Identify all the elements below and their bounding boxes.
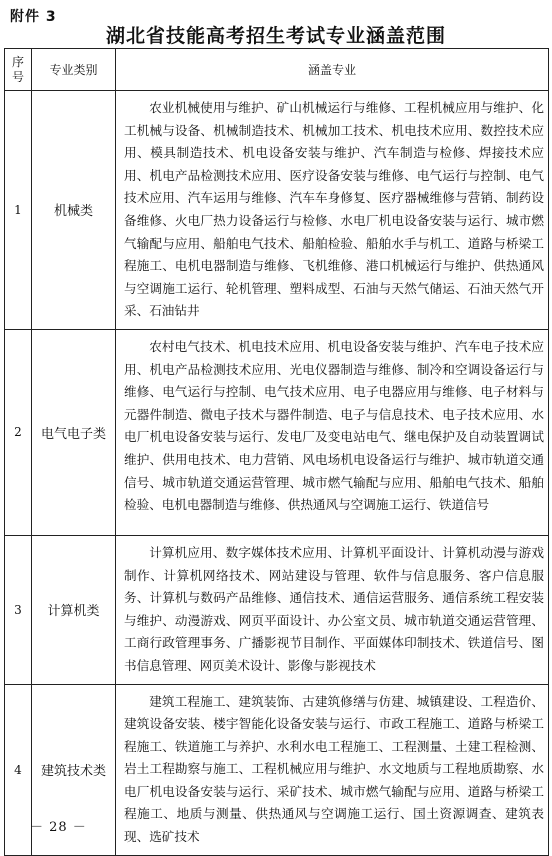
table-row	[5, 91, 549, 330]
header-seq: 序 号	[5, 49, 32, 91]
header-coverage: 涵盖专业	[116, 49, 549, 91]
row-category: 建筑技术类	[32, 684, 116, 855]
table-header-row	[5, 49, 549, 91]
coverage-table	[4, 48, 549, 856]
row-coverage: 农村电气技术、机电技术应用、机电设备安装与维护、汽车电子技术应用、机电产品检测技术应用、光电仪器制造与维修、制冷和空调设备运行与维修、电气运行与控制、电气技术应用、电子电器应用与维修、电子材料与元器件制造、微电子技术与器件制造、电子与信息技术、电子技术应用、水电厂机电设备安装与运行、发电厂及变电站电气、继电保护及自动装置调试维护、供用电技术、电力营销、风电场机电设备运行与维护、城市轨道交通信号、城市轨道交通运营管理、城市燃气输配与应用、船舶电气技术、船舶检验、电机电器制造与维修、供热通风与空调施工运行、铁道信号	[116, 329, 549, 535]
row-number: 3	[5, 535, 32, 684]
row-coverage: 农业机械使用与维护、矿山机械运行与维修、工程机械应用与维护、化工机械与设备、机械制造技术、机械加工技术、机电技术应用、数控技术应用、模具制造技术、机电设备安装与维护、汽车制造与检修、焊接技术应用、机电产品检测技术应用、医疗设备安装与维修、电气运行与控制、电气技术应用、汽车运用与维修、汽车车身修复、医疗器械维修与营销、制药设备维修、火电厂热力设备运行与检修、水电厂机电设备安装与运行、城市燃气输配与应用、船舶电气技术、船舶检验、船舶水手与机工、道路与桥梁工程施工、电机电器制造与维修、飞机维修、港口机械运行与维护、供热通风与空调施工运行、轮机管理、塑料成型、石油与天然气储运、石油天然气开采、石油钻井	[116, 91, 549, 330]
row-number: 1	[5, 91, 32, 330]
row-category: 电气电子类	[32, 329, 116, 535]
row-number: 4	[5, 684, 32, 855]
row-coverage: 计算机应用、数字媒体技术应用、计算机平面设计、计算机动漫与游戏制作、计算机网络技术、网站建设与管理、软件与信息服务、客户信息服务、计算机与数码产品维修、通信技术、通信运营服务、通信系统工程安装与维护、动漫游戏、网页平面设计、办公室文员、城市轨道交通运营管理、工商行政管理事务、广播影视节目制作、平面媒体印制技术、铁道信号、图书信息管理、网页美术设计、影像与影视技术	[116, 535, 549, 684]
row-category: 机械类	[32, 91, 116, 330]
row-coverage: 建筑工程施工、建筑装饰、古建筑修缮与仿建、城镇建设、工程造价、建筑设备安装、楼宇智能化设备安装与运行、市政工程施工、道路与桥梁工程施工、铁道施工与养护、水利水电工程施工、工程测量、土建工程检测、岩土工程勘察与施工、工程机械应用与维护、水文地质与工程地质勘察、水电厂机电设备安装与运行、采矿技术、城市燃气输配与应用、道路与桥梁工程施工、地质与测量、供热通风与空调施工运行、国土资源调查、建筑表现、选矿技术	[116, 684, 549, 855]
row-number: 2	[5, 329, 32, 535]
document-title: 湖北省技能高考招生考试专业涵盖范围	[105, 25, 446, 47]
page-number: － 28 －	[30, 820, 87, 835]
row-category: 计算机类	[32, 535, 116, 684]
header-category: 专业类别	[32, 49, 116, 91]
attachment-label: 附件 3	[10, 9, 57, 25]
table-row	[5, 535, 549, 684]
table-row	[5, 329, 549, 535]
